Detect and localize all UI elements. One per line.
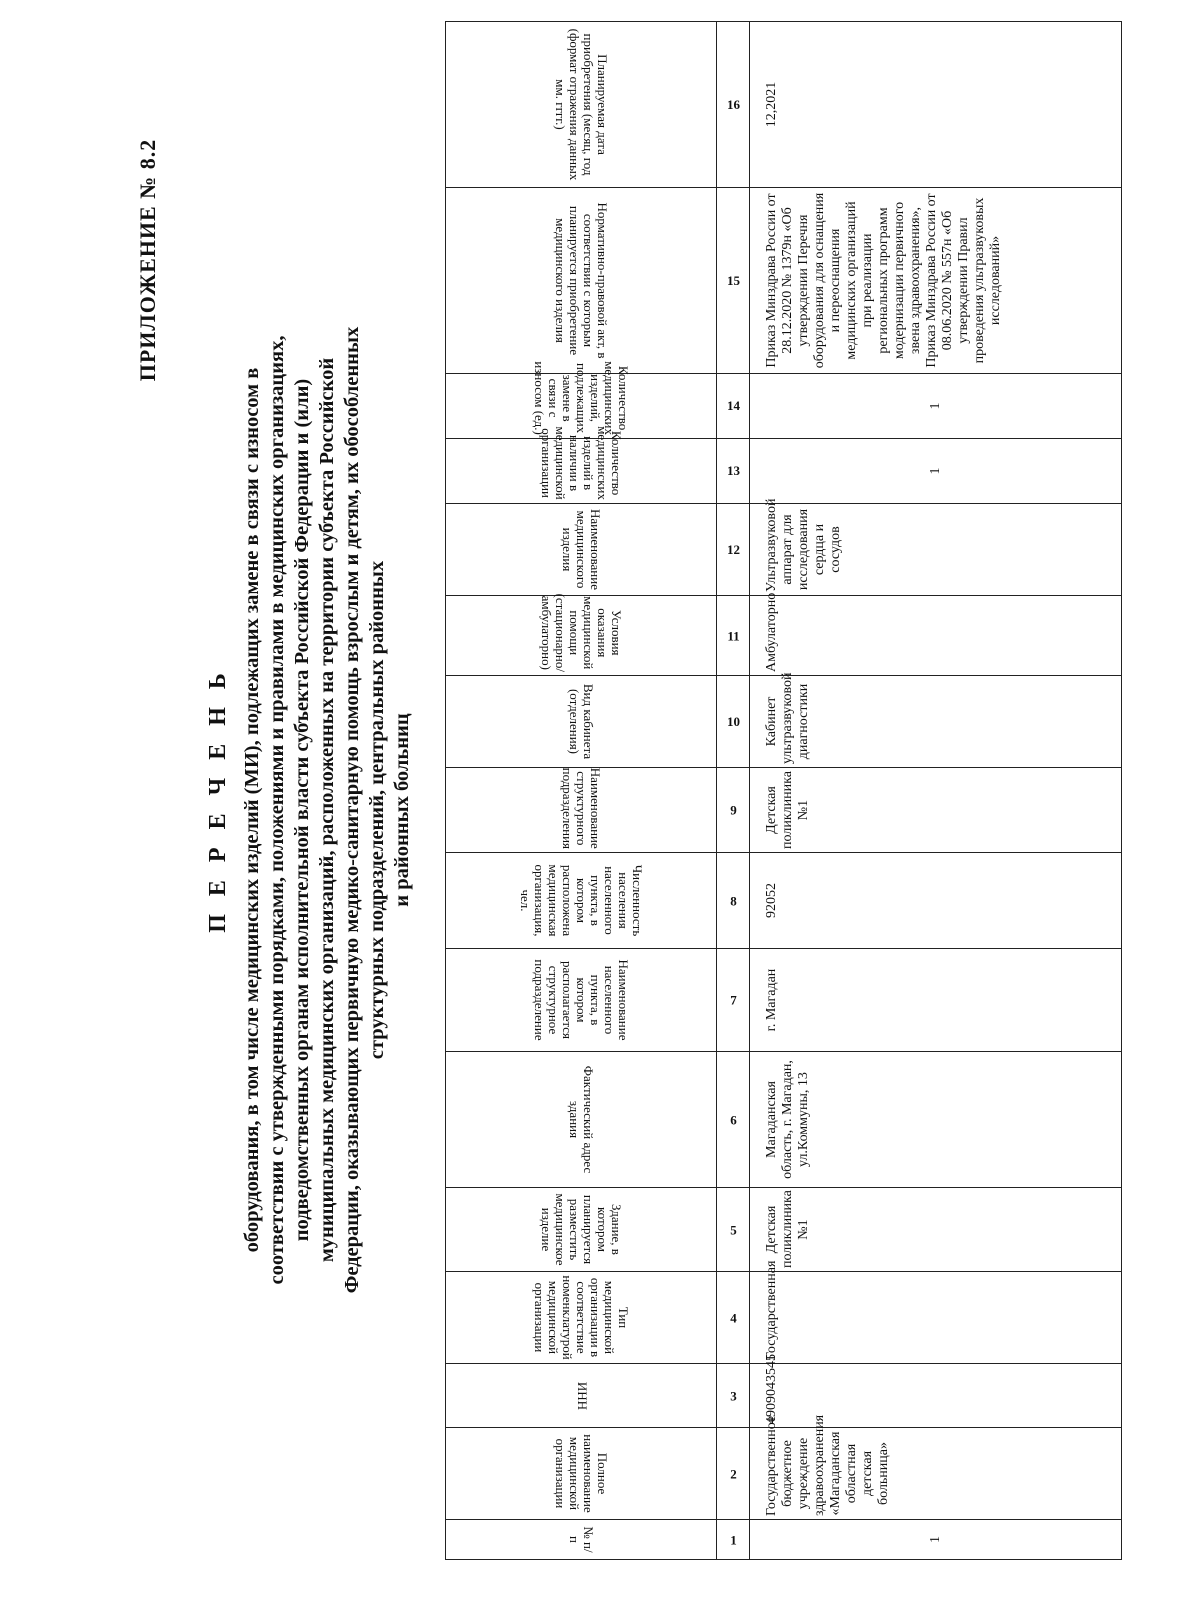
- cell-planned-date: 12,2021: [750, 22, 1122, 188]
- cell-row-number: 1: [750, 1520, 1122, 1560]
- subtitle-line: структурных подразделений, центральных районных: [366, 560, 388, 1060]
- equipment-table: [445, 21, 1122, 1560]
- cell-room-type: Кабинет ультразвуковой диагностики: [750, 676, 1122, 768]
- column-number: 9: [717, 768, 750, 853]
- subtitle-line: соответствии с утвержденными порядками, положениями и правилами в медицинских организациях,: [266, 335, 288, 1285]
- subtitle-line: и районных больниц: [391, 713, 413, 907]
- cell-address: Магаданская область, г. Магадан, ул.Коммуны, 13: [750, 1052, 1122, 1188]
- column-number: 11: [717, 596, 750, 676]
- header-cell: Количество медицинских изделий, подлежащих замене в связи с износом (ед.): [446, 374, 717, 439]
- cell-care-conditions: Амбулаторно: [750, 596, 1122, 676]
- column-number: 3: [717, 1364, 750, 1428]
- cell-legal-act: Приказ Минздрава России от 28.12.2020 № 1379н «Об утверждении Перечня оборудования для оснащения и переоснащения медицинских организаций при реализации региональных программ модернизации первичного звена здравоохранения», Приказ Минздрава России от 08.06.2020 № 557н «Об утверждении Правил проведения ультразвуковых исследований»: [750, 188, 1122, 374]
- column-number: 1: [717, 1520, 750, 1560]
- cell-subdivision: Детская поликлиника №1: [750, 768, 1122, 853]
- header-cell: Наименование структурного подразделения: [446, 768, 717, 853]
- subtitle-line: подведомственных органам исполнительной власти субъекта Российской Федерации и (или): [291, 378, 313, 1242]
- cell-population: 92052: [750, 853, 1122, 949]
- column-number: 7: [717, 949, 750, 1052]
- cell-organization-name: Государственное бюджетное учреждение здравоохранения «Магаданская областная детская больница»: [750, 1428, 1122, 1520]
- column-number: 6: [717, 1052, 750, 1188]
- header-cell: Нормативно-правовой акт, в соответствии с которым планируется приобретение медицинского изделия: [446, 188, 717, 374]
- cell-devices-available: 1: [750, 439, 1122, 504]
- column-number: 14: [717, 374, 750, 439]
- header-row: [446, 22, 717, 1560]
- header-cell: № п/п: [446, 1520, 717, 1560]
- cell-devices-to-replace: 1: [750, 374, 1122, 439]
- header-cell: Условия оказания медицинской помощи (стационарно/амбулаторно): [446, 596, 717, 676]
- header-cell: Фактический адрес здания: [446, 1052, 717, 1188]
- subtitle-line: муниципальных медицинских организаций, расположенных на территории субъекта Российской: [316, 357, 338, 1263]
- column-number: 13: [717, 439, 750, 504]
- header-cell: ИНН: [446, 1364, 717, 1428]
- appendix-label: ПРИЛОЖЕНИЕ № 8.2: [135, 138, 160, 382]
- cell-locality: г. Магадан: [750, 949, 1122, 1052]
- cell-device-name: Ультразвуковой аппарат для исследования сердца и сосудов: [750, 504, 1122, 596]
- header-cell: Планируемая дата приобретения (месяц, год (формат отражения данных мм. гггг.): [446, 22, 717, 188]
- column-number: 8: [717, 853, 750, 949]
- cell-inn: 4909043545: [750, 1364, 1122, 1428]
- column-number: 5: [717, 1188, 750, 1272]
- column-number: 10: [717, 676, 750, 768]
- column-number-row: [717, 22, 750, 1560]
- column-number: 4: [717, 1272, 750, 1364]
- header-cell: Количество медицинских изделий в наличии в медицинской организации: [446, 439, 717, 504]
- table-row: [750, 22, 1122, 1560]
- cell-building: Детская поликлиника №1: [750, 1188, 1122, 1272]
- column-number: 15: [717, 188, 750, 374]
- header-cell: Здание, в котором планируется разместить медицинское изделие: [446, 1188, 717, 1272]
- header-cell: Численность населения населенного пункта, в котором расположена медицинская организация, чел.: [446, 853, 717, 949]
- subtitle-line: оборудования, в том числе медицинских изделий (МИ), подлежащих замене в связи с износом в: [241, 367, 263, 1253]
- header-cell: Наименование населенного пункта, в котором располагается структурное подразделение: [446, 949, 717, 1052]
- header-cell: Наименование медицинского изделия: [446, 504, 717, 596]
- document-title: П Е Р Е Ч Е Н Ь: [205, 667, 231, 933]
- cell-organization-type: Государственная: [750, 1272, 1122, 1364]
- column-number: 12: [717, 504, 750, 596]
- column-number: 2: [717, 1428, 750, 1520]
- header-cell: Тип медицинской организации в соответствие номенклатурой медицинской организации: [446, 1272, 717, 1364]
- subtitle-line: Федерации, оказывающих первичную медико-санитарную помощь взрослым и детям, их обособленных: [341, 326, 363, 1294]
- document-subtitle: [240, 60, 415, 1560]
- header-cell: Вид кабинета (отделения): [446, 676, 717, 768]
- header-cell: Полное наименование медицинской организации: [446, 1428, 717, 1520]
- column-number: 16: [717, 22, 750, 188]
